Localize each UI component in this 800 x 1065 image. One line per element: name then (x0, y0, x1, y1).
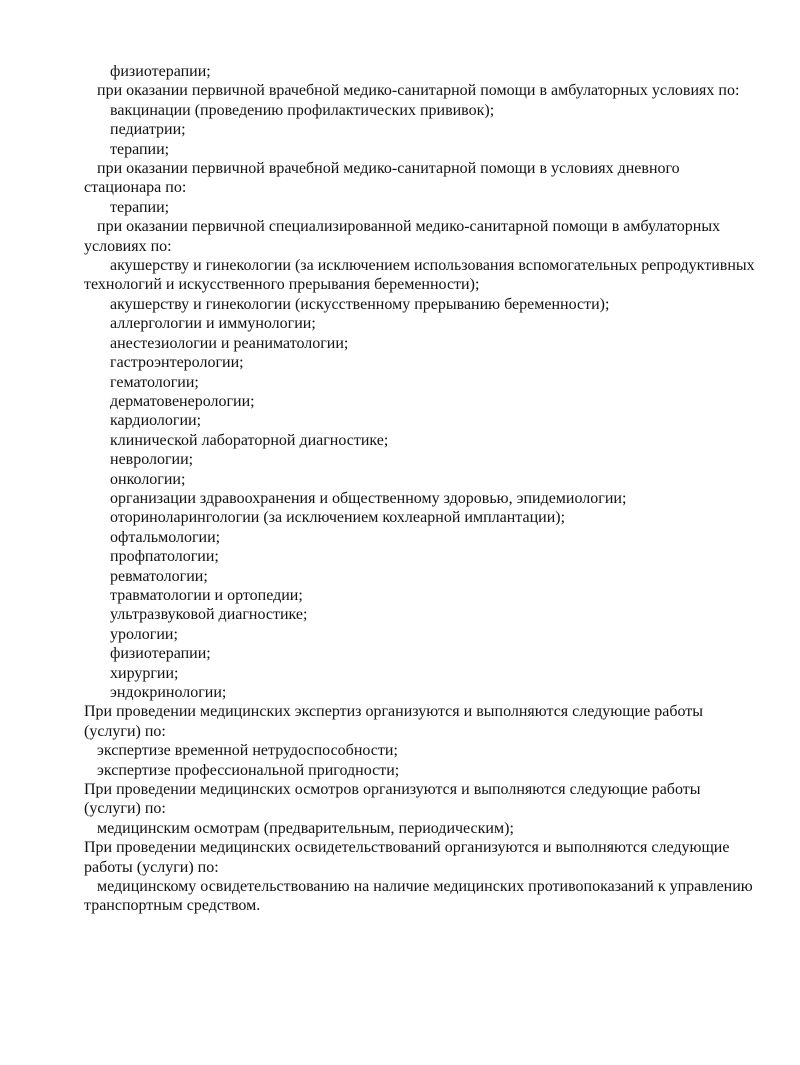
text-line: При проведении медицинских осмотров организуются и выполняются следующие работы (84, 781, 701, 799)
text-line: офтальмологии; (110, 528, 221, 546)
document-text (84, 62, 770, 916)
text-line: при оказании первичной врачебной медико-санитарной помощи в амбулаторных условиях по: (97, 82, 740, 100)
text-line: хирургии; (110, 664, 179, 682)
text-line: дерматовенерологии; (110, 392, 255, 410)
text-line: технологий и искусственного прерывания беременности); (84, 276, 480, 294)
text-line: физиотерапии; (110, 645, 211, 663)
text-line: аллергологии и иммунологии; (110, 315, 316, 333)
text-line: при оказании первичной специализированной медико-санитарной помощи в амбулаторных (97, 218, 721, 236)
text-line: акушерству и гинекологии (за исключением использования вспомогательных репродуктивных (110, 257, 755, 275)
text-line: экспертизе профессиональной пригодности; (97, 761, 400, 779)
text-line: онкологии; (110, 470, 186, 488)
text-line: профпатологии; (110, 548, 219, 566)
text-line: гастроэнтерологии; (110, 354, 244, 372)
text-line: ультразвуковой диагностике; (110, 606, 308, 624)
text-line: транспортным средством. (84, 897, 261, 915)
text-line: педиатрии; (110, 121, 186, 139)
text-line: организации здравоохранения и общественному здоровью, эпидемиологии; (110, 489, 627, 507)
text-line: клинической лабораторной диагностике; (110, 431, 389, 449)
text-line: анестезиологии и реаниматологии; (110, 334, 349, 352)
text-line: работы (услуги) по: (84, 858, 219, 876)
text-line: медицинскому освидетельствованию на наличие медицинских противопоказаний к управлению (97, 878, 753, 896)
text-line: (услуги) по: (84, 722, 166, 740)
text-line: стационара по: (84, 179, 187, 197)
text-line: эндокринологии; (110, 684, 227, 701)
text-line: гематологии; (110, 373, 199, 391)
text-line: акушерству и гинекологии (искусственному прерыванию беременности); (110, 295, 610, 313)
text-line: При проведении медицинских освидетельствований организуются и выполняются следующие (84, 839, 730, 857)
text-line: терапии; (110, 140, 170, 158)
text-line: физиотерапии; (110, 63, 211, 80)
text-line: травматологии и ортопедии; (110, 586, 303, 604)
text-line: урологии; (110, 625, 178, 643)
text-line: терапии; (110, 198, 170, 216)
text-line: При проведении медицинских экспертиз организуются и выполняются следующие работы (84, 703, 703, 721)
text-line: вакцинации (проведению профилактических прививок); (110, 101, 495, 119)
text-line: ревматологии; (110, 567, 208, 585)
text-line: экспертизе временной нетрудоспособности; (97, 742, 398, 760)
text-line: оториноларингологии (за исключением кохлеарной имплантации); (110, 509, 566, 527)
text-line: условиях по: (84, 237, 172, 255)
text-line: при оказании первичной врачебной медико-санитарной помощи в условиях дневного (97, 160, 680, 178)
text-line: медицинским осмотрам (предварительным, периодическим); (97, 819, 514, 837)
text-line: неврологии; (110, 451, 194, 469)
text-line: (услуги) по: (84, 800, 166, 818)
text-line: кардиологии; (110, 412, 202, 430)
